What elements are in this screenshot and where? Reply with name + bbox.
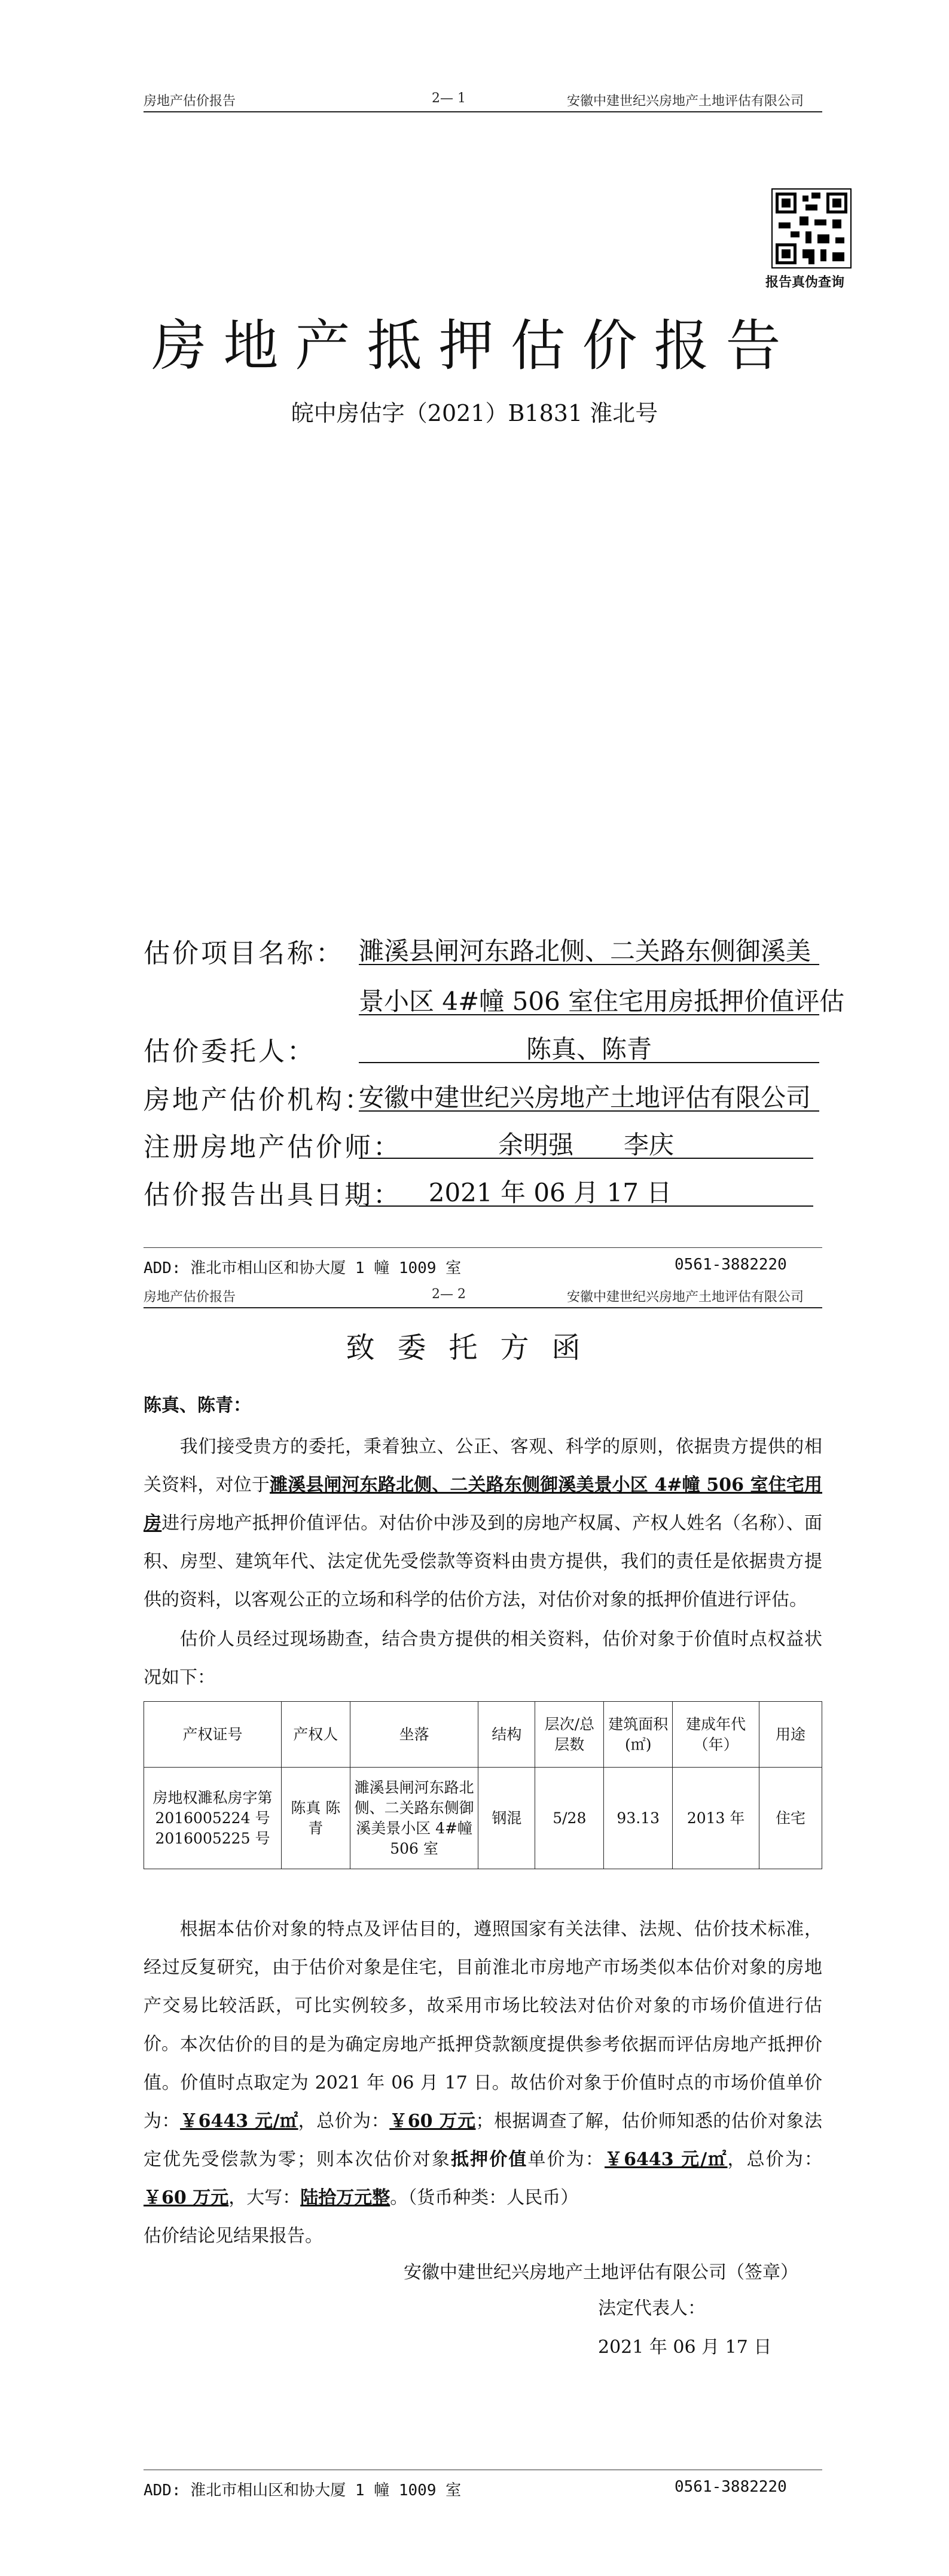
- report-number: 皖中房估字（2021）B1831 淮北号: [291, 400, 658, 426]
- appraiser-label: 注册房地产估价师：: [144, 1132, 402, 1162]
- page1-footer-rule: [144, 1247, 822, 1248]
- cell-floor: 5/28: [535, 1768, 604, 1869]
- col-header-year: 建成年代（年）: [673, 1702, 759, 1768]
- signature-legal-rep: 法定代表人：: [598, 2298, 706, 2319]
- paragraph-survey: 估价人员经过现场勘查，结合贵方提供的相关资料，估价对象于价值时点权益状况如下：: [144, 1629, 822, 1688]
- col-header-area: 建筑面积(㎡): [604, 1702, 673, 1768]
- signature-date: 2021 年 06 月 17 日: [598, 2337, 772, 2358]
- issue-date-label: 估价报告出具日期：: [144, 1180, 402, 1210]
- property-rights-table: [144, 1701, 822, 1869]
- client-value: 陈真、陈青: [526, 1034, 652, 1064]
- col-header-location: 坐落: [350, 1702, 478, 1768]
- appraiser-value: 余明强 李庆: [498, 1130, 674, 1159]
- page2-header-rule: [144, 1307, 822, 1308]
- col-header-floor: 层次/总层数: [535, 1702, 604, 1768]
- page1-header-left: 房地产估价报告: [144, 94, 236, 109]
- signature-company: 安徽中建世纪兴房地产土地评估有限公司（签章）: [404, 2262, 798, 2283]
- agency-value: 安徽中建世纪兴房地产土地评估有限公司: [359, 1083, 811, 1112]
- total-in-words: 陆拾万元整: [300, 2187, 390, 2208]
- cell-year: 2013 年: [673, 1768, 759, 1869]
- cell-cert-no: 房地权濉私房字第 2016005224 号 2016005225 号: [144, 1768, 282, 1869]
- issue-date-value: 2021 年 06 月 17 日: [428, 1178, 672, 1207]
- page2-header-right: 安徽中建世纪兴房地产土地评估有限公司: [567, 1290, 804, 1305]
- page1-header-right: 安徽中建世纪兴房地产土地评估有限公司: [567, 94, 804, 109]
- report-title: 房地产抵押估价报告: [151, 314, 798, 378]
- cell-owner: 陈真 陈青: [281, 1768, 350, 1869]
- client-label: 估价委托人：: [144, 1036, 316, 1067]
- cell-structure: 钢混: [478, 1768, 535, 1869]
- paragraph-method: 根据本估价对象的特点及评估目的，遵照国家有关法律、法规、估价技术标准，经过反复研究，由于估价对象是住宅，目前淮北市房地产市场类似本估价对象的房地产交易比较活跃，可比实例较多，故采用市场比较法对估价对象的市场价值进行估价。: [144, 1919, 822, 2055]
- col-header-structure: 结构: [478, 1702, 535, 1768]
- page2-header-page: 2— 2: [432, 1287, 466, 1302]
- paragraph-conclusion: 本次估价的目的是为确定房地产抵押贷款额度提供参考依据而评估房地产抵押价值。价值时点取定为 2021 年 06 月 17 日。故估价对象于价值时点的市场价值单价为：￥6443 元/㎡，总价为：￥60 万元；根据调查了解，估价师知悉的估价对象法定优先受偿款为零；则本次估价对象抵押价值单价为：￥6443 元/㎡，总价为：￥60 万元，大写：陆拾万元整。（货币种类：人民币）: [144, 2034, 823, 2208]
- project-name-label: 估价项目名称：: [144, 938, 344, 969]
- qr-caption: 报告真伪查询: [765, 274, 845, 290]
- total-price-2: ￥60 万元: [144, 2187, 229, 2208]
- paragraph-see-report: 估价结论见结果报告。: [144, 2226, 323, 2247]
- col-header-owner: 产权人: [281, 1702, 350, 1768]
- unit-price-2: ￥6443 元/㎡: [604, 2149, 728, 2170]
- salutation: 陈真、陈青：: [144, 1395, 251, 1416]
- page1-header-page: 2— 1: [432, 91, 466, 106]
- property-address: 濉溪县闸河东路北侧、二关路东侧御溪美景小区 4#幢 506 室住宅用房: [144, 1475, 823, 1534]
- mortgage-value-label: 抵押价值: [450, 2149, 528, 2170]
- page1-header-rule: [144, 111, 822, 112]
- col-header-usage: 用途: [759, 1702, 822, 1768]
- paragraph-intro: 我们接受贵方的委托，秉着独立、公正、客观、科学的原则，依据贵方提供的相关资料，对位于濉溪县闸河东路北侧、二关路东侧御溪美景小区 4#幢 506 室住宅用房进行房地产抵押价值评估。对估价中涉及到的房地产权属、产权人姓名（名称）、面积、房型、建筑年代、法定优先受偿款等资料由贵方提供，我们的责任是依据贵方提供的资料，以客观公正的立场和科学的估价方法，对估价对象的抵押价值进行评估。: [144, 1436, 823, 1610]
- table-row: [144, 1768, 822, 1869]
- page1-footer-phone: 0561-3882220: [675, 1256, 787, 1274]
- cell-usage: 住宅: [759, 1768, 822, 1869]
- total-price: ￥60 万元: [389, 2111, 476, 2132]
- project-name-line2: 景小区 4#幢 506 室住宅用房抵押价值评估: [359, 987, 845, 1016]
- page1-footer-address: ADD: 淮北市相山区和协大厦 1 幢 1009 室: [144, 1259, 462, 1277]
- col-header-cert-no: 产权证号: [144, 1702, 282, 1768]
- qr-code-icon[interactable]: [771, 188, 852, 268]
- cell-location: 濉溪县闸河东路北侧、二关路东侧御溪美景小区 4#幢 506 室: [350, 1768, 478, 1869]
- unit-price: ￥6443 元/㎡: [180, 2111, 298, 2132]
- project-name-line1: 濉溪县闸河东路北侧、二关路东侧御溪美: [359, 936, 811, 966]
- page2-footer-phone: 0561-3882220: [675, 2478, 787, 2496]
- page2-footer-address: ADD: 淮北市相山区和协大厦 1 幢 1009 室: [144, 2482, 462, 2499]
- page2-header-left: 房地产估价报告: [144, 1290, 236, 1305]
- agency-label: 房地产估价机构：: [144, 1085, 373, 1115]
- cell-area: 93.13: [604, 1768, 673, 1869]
- letter-title: 致委托方函: [346, 1331, 603, 1365]
